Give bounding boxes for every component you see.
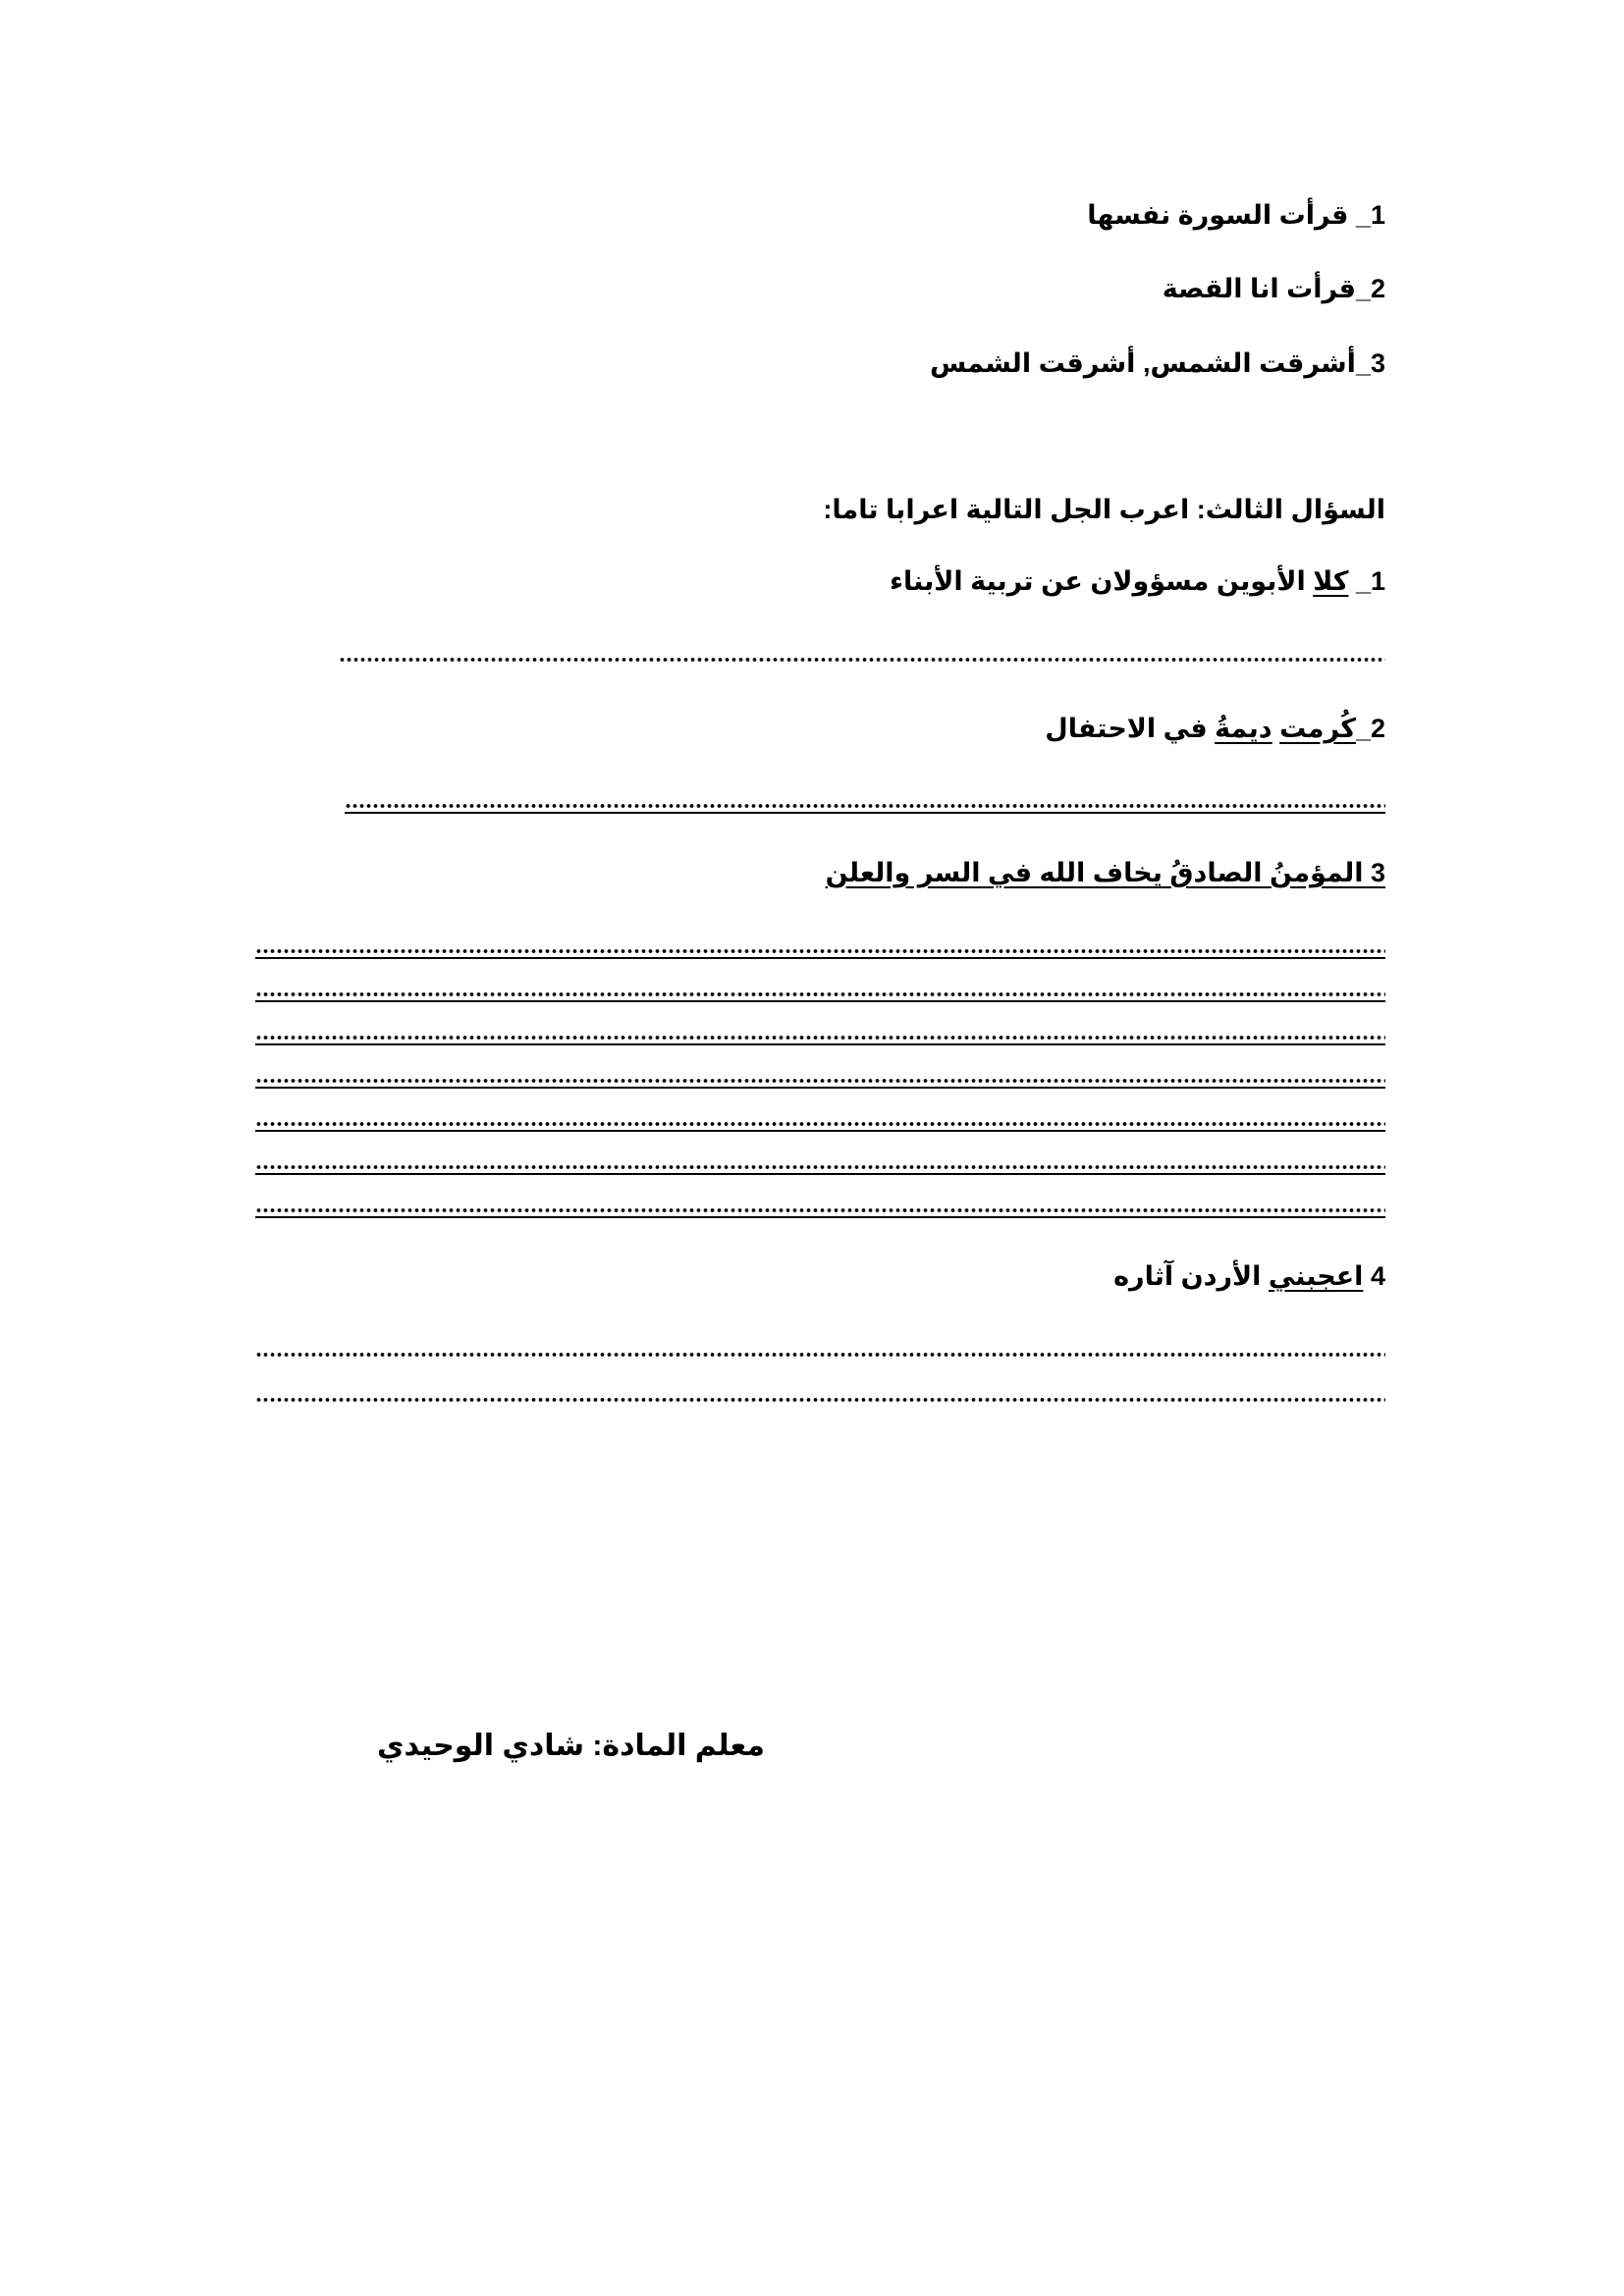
question-3-title: السؤال الثالث: اعرب الجل التالية اعرابا تاما: — [823, 495, 1385, 524]
answer-line-3e[interactable] — [255, 1117, 1385, 1132]
answer-line-3g[interactable] — [255, 1203, 1385, 1218]
answer-line-4b[interactable] — [255, 1394, 1385, 1406]
parse-item-1: 1_ كلا الأبوين مسؤولان عن تربية الأبناء — [890, 566, 1385, 596]
parse-item-3: 3 المؤمنُ الصادقُ يخاف الله في السر والعلن — [825, 858, 1385, 887]
parse-item-4: 4 اعجبني الأردن آثاره — [1113, 1261, 1385, 1291]
teacher-signature: معلم المادة: شادي الوحيدي — [377, 1730, 766, 1762]
sentence-line-1: 1_ قرأت السورة نفسها — [1087, 200, 1385, 230]
answer-line-2[interactable] — [345, 799, 1385, 814]
sentence-line-2: 2_قرأت انا القصة — [1162, 274, 1385, 303]
sentence-line-3: 3_أشرقت الشمس, أشرقت الشمس — [929, 348, 1385, 378]
answer-line-4a[interactable] — [255, 1349, 1385, 1361]
answer-line-3f[interactable] — [255, 1160, 1385, 1175]
parse-item-2: 2_كُرمت ديمةُ في الاحتفال — [1045, 714, 1385, 743]
answer-line-3b[interactable] — [255, 988, 1385, 1002]
answer-line-1[interactable] — [339, 654, 1385, 666]
answer-line-3d[interactable] — [255, 1074, 1385, 1089]
answer-line-3c[interactable] — [255, 1031, 1385, 1045]
answer-line-3a[interactable] — [255, 944, 1385, 959]
